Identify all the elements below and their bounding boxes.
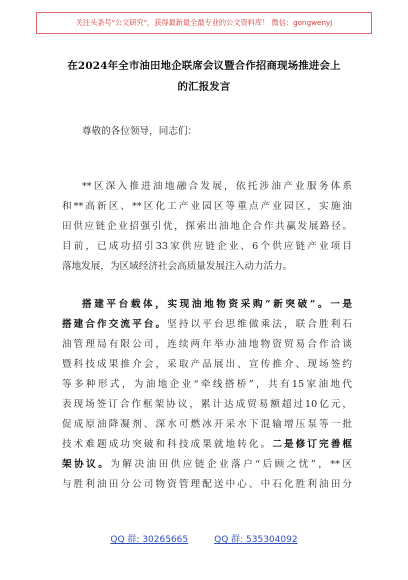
subheading-agreement: 二是修订完善框 (272, 439, 353, 450)
paragraph-2-line (62, 459, 352, 471)
banner-text: 关注头条号"公文研究"，获得最新最全最专业的公文资料库！ 微信：gongwenyj (75, 18, 333, 27)
paragraph-2-line: 与胜利油田分公司物资管理配送中心、中石化胜利油田分 (62, 479, 352, 490)
document-title-line-2: 的汇报发言 (177, 81, 231, 93)
paragraph-2-line: 等多种形式，为油地企业“牵线搭桥”，共有15家油地代 (62, 379, 352, 390)
paragraph-2-line: 油管理局有限公司，连续两年举办油地物资贸易合作洽谈 (62, 339, 352, 350)
paragraph-2-text: 坚持以平台思维做乘法，联合胜利石 (167, 319, 353, 330)
paragraph-2-line (62, 439, 352, 451)
salutation: 尊敬的各位领导，同志们： (82, 126, 198, 137)
qq-group-link-2[interactable]: QQ 群: 535304092 (214, 535, 298, 545)
qq-group-link-1[interactable]: QQ 群: 30265665 (110, 535, 189, 545)
paragraph-1-line: **区深入推进油地融合发展，依托涉油产业服务体系 (82, 181, 352, 192)
subheading-platform: 搭建合作交流平台。 (62, 319, 168, 330)
paragraph-2-heading: 搭建平台载体，实现油地物资采购“新突破”。一是 (82, 299, 352, 310)
paragraph-2-line (62, 319, 352, 331)
paragraph-2-text: 技术难题成功突破和科技成果就地转化。 (62, 439, 273, 450)
paragraph-1-line: 田供应链企业招强引优，探索出油地企合作共赢发展路径。 (62, 221, 352, 232)
header-banner (36, 12, 372, 34)
paragraph-2-text: 为解决油田供应链企业落户“后顾之忧”，**区 (110, 459, 352, 470)
paragraph-1-line: 落地发展，为区域经济社会高质量发展注入动力活力。 (62, 261, 293, 272)
footer-contacts (0, 532, 408, 545)
document-title-line-1: 在2024年全市油田地企联席会议暨合作招商现场推进会上 (67, 60, 341, 72)
paragraph-1-line: 和**高新区、**区化工产业园区等重点产业园区，实施油 (62, 201, 352, 212)
subheading-agreement-end: 架协议。 (62, 459, 111, 470)
paragraph-2-line: 促成原油降凝剂、深水可燃冰开采水下混输增压泵等一批 (62, 419, 352, 430)
paragraph-2-line: 暨科技成果推介会，采取产品展出、宣传推介、现场签约 (62, 359, 352, 370)
paragraph-2-line: 表现场签订合作框架协议，累计达成贸易额超过10亿元， (62, 399, 352, 410)
paragraph-1-line: 目前，已成功招引33家供应链企业、6个供应链产业项目 (62, 241, 352, 252)
